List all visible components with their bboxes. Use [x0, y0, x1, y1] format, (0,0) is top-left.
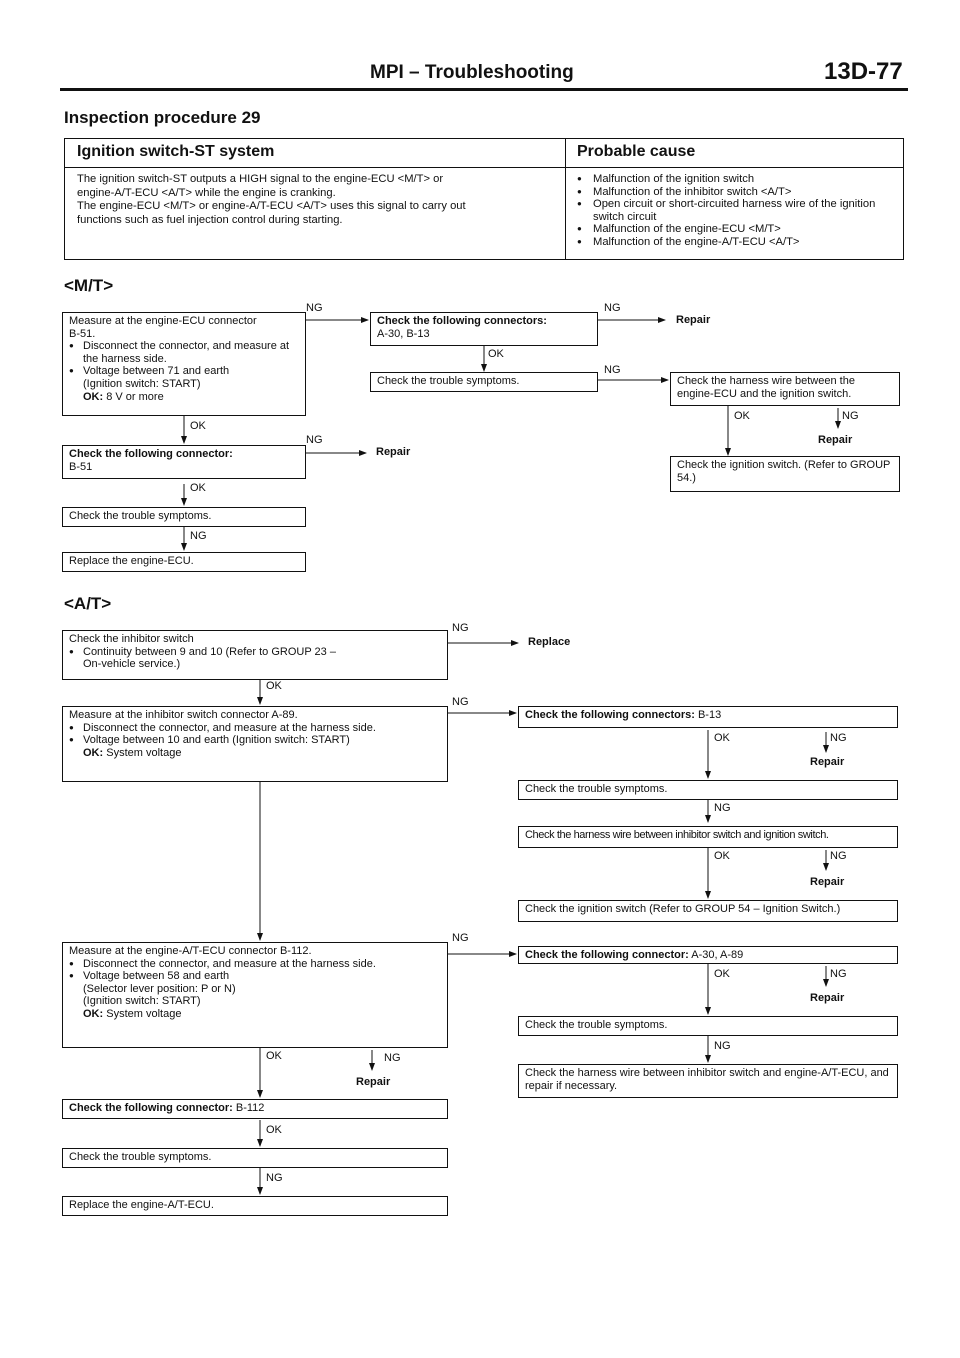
- ng-label: NG: [452, 622, 469, 634]
- at-ignition-switch-box: Check the ignition switch (Refer to GROUP 54 – Ignition Switch.): [518, 900, 898, 922]
- mt-repair-label: Repair: [818, 434, 853, 446]
- ng-label: NG: [830, 732, 847, 744]
- ng-label: NG: [190, 530, 207, 542]
- ng-label: NG: [384, 1052, 401, 1064]
- at-check-b13-box: Check the following connectors: B-13: [518, 706, 898, 728]
- at-repair-label: Repair: [810, 756, 845, 768]
- mt-trouble-box: Check the trouble symptoms.: [62, 507, 306, 527]
- ok-label: OK: [266, 1050, 282, 1062]
- cause-item: ● Malfunction of the ignition switch: [577, 173, 897, 186]
- at-inhibitor-box: Check the inhibitor switch ● Continuity between 9 and 10 (Refer to GROUP 23 – On-vehicle service.): [62, 630, 448, 680]
- cause-heading: Probable cause: [577, 143, 696, 160]
- at-measure-a89-box: Measure at the inhibitor switch connector A-89. ● Disconnect the connector, and measure at the harness side. ● Voltage between 10 and earth (Ignition switch: START) OK: System voltage: [62, 706, 448, 782]
- ng-label: NG: [452, 932, 469, 944]
- ok-label: OK: [266, 1124, 282, 1136]
- ok-label: OK: [734, 410, 750, 422]
- ng-label: NG: [604, 302, 621, 314]
- mt-check-connector-box: Check the following connector: B-51: [62, 445, 306, 479]
- at-check-b112-box: Check the following connector: B-112: [62, 1099, 448, 1119]
- mt-measure-box: Measure at the engine-ECU connector B-51. ● Disconnect the connector, and measure at the harness side. ● Voltage between 71 and earth (Ignition switch: START) OK: 8 V or more: [62, 312, 306, 416]
- mt-replace-ecu-box: Replace the engine-ECU.: [62, 552, 306, 572]
- at-trouble-box-c: Check the trouble symptoms.: [62, 1148, 448, 1168]
- at-harness-inhibitor-box: Check the harness wire between inhibitor switch and ignition switch.: [518, 826, 898, 848]
- ng-label: NG: [830, 968, 847, 980]
- system-heading: Ignition switch-ST system: [77, 143, 275, 160]
- page-number: 13D-77: [824, 58, 903, 85]
- mt-ignition-switch-box: Check the ignition switch. (Refer to GROUP 54.): [670, 456, 900, 492]
- ng-label: NG: [306, 302, 323, 314]
- system-description: The ignition switch-ST outputs a HIGH signal to the engine-ECU <M/T> or engine-A/T-ECU <A/T> while the engine is cranking. The engine-ECU <M/T> or engine-A/T-ECU <A/T> uses this signal to carry out functions such as fuel injection control during starting.: [77, 173, 466, 226]
- at-replace-label: Replace: [528, 636, 571, 648]
- ng-label: NG: [714, 802, 731, 814]
- at-repair-label: Repair: [356, 1076, 391, 1088]
- at-repair-label: Repair: [810, 992, 845, 1004]
- ok-label: OK: [714, 850, 730, 862]
- at-trouble-box-a: Check the trouble symptoms.: [518, 780, 898, 800]
- ok-label: OK: [190, 420, 206, 432]
- ng-label: NG: [830, 850, 847, 862]
- mt-trouble-box-2: Check the trouble symptoms.: [370, 372, 598, 392]
- mt-harness-box: Check the harness wire between the engine-ECU and the ignition switch.: [670, 372, 900, 406]
- mt-heading: <M/T>: [64, 276, 114, 295]
- ng-label: NG: [842, 410, 859, 422]
- ng-label: NG: [452, 696, 469, 708]
- ok-label: OK: [488, 348, 504, 360]
- mt-repair-label: Repair: [376, 446, 411, 458]
- at-check-a30-box: Check the following connector: A-30, A-89: [518, 946, 898, 964]
- procedure-title: Inspection procedure 29: [64, 108, 261, 127]
- at-harness-ecu-box: Check the harness wire between inhibitor switch and engine-A/T-ECU, and repair if necessary.: [518, 1064, 898, 1098]
- at-trouble-box-b: Check the trouble symptoms.: [518, 1016, 898, 1036]
- at-replace-ecu-box: Replace the engine-A/T-ECU.: [62, 1196, 448, 1216]
- ng-label: NG: [306, 434, 323, 446]
- cause-item: ● Malfunction of the engine-A/T-ECU <A/T>: [577, 236, 897, 249]
- mt-check-connectors-box: Check the following connectors: A-30, B-13: [370, 312, 598, 346]
- ok-label: OK: [266, 680, 282, 692]
- ng-label: NG: [714, 1040, 731, 1052]
- page-header-title: MPI – Troubleshooting: [370, 62, 574, 83]
- mt-repair-label: Repair: [676, 314, 711, 326]
- ok-label: OK: [190, 482, 206, 494]
- at-repair-label: Repair: [810, 876, 845, 888]
- cause-item: ● Malfunction of the engine-ECU <M/T>: [577, 223, 897, 236]
- ok-label: OK: [714, 732, 730, 744]
- ng-label: NG: [266, 1172, 283, 1184]
- at-heading: <A/T>: [64, 594, 112, 613]
- cause-item: ● Open circuit or short-circuited harness wire of the ignition switch circuit: [577, 198, 897, 223]
- cause-item: ● Malfunction of the inhibitor switch <A/T>: [577, 186, 897, 199]
- ng-label: NG: [604, 364, 621, 376]
- ok-label: OK: [714, 968, 730, 980]
- at-measure-b112-box: Measure at the engine-A/T-ECU connector B-112. ● Disconnect the connector, and measure at the harness side. ● Voltage between 58 and earth (Selector lever position: P or N) (Ignition switch: START) OK: System voltage: [62, 942, 448, 1048]
